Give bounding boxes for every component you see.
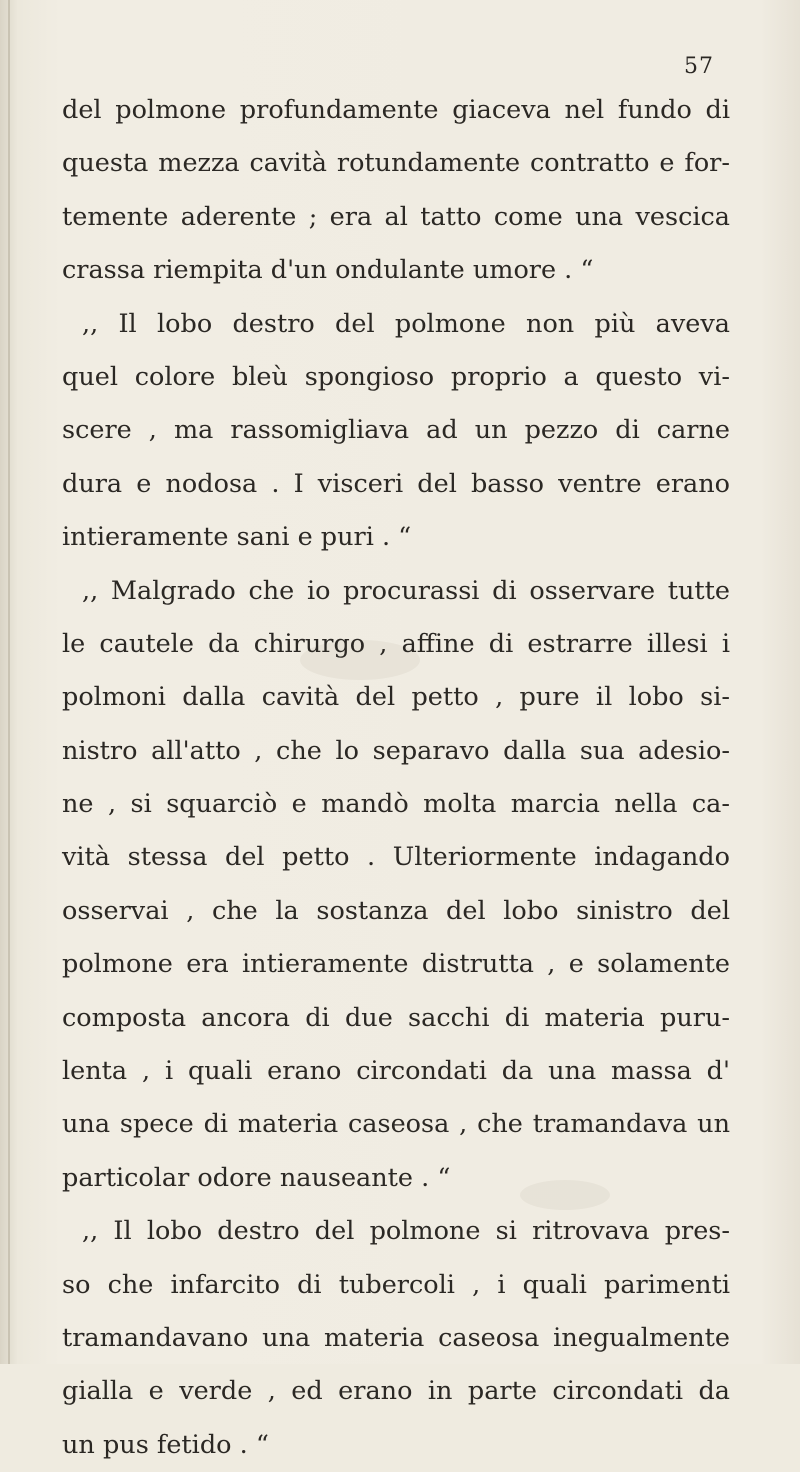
text-line: particolar odore nauseante . “ — [62, 1162, 451, 1193]
text-line: scere , ma rassomigliava ad un pezzo di carne — [62, 415, 730, 446]
text-line: le cautele da chirurgo , affine di estrarre illesi i — [62, 628, 730, 659]
text-line: temente aderente ; era al tatto come una vescica — [62, 201, 730, 232]
page-gutter — [8, 0, 10, 1364]
body-text — [62, 84, 730, 1472]
text-line: intieramente sani e puri . “ — [62, 522, 412, 553]
text-line: osservai , che la sostanza del lobo sinistro del — [62, 895, 730, 926]
text-line: dura e nodosa . I visceri del basso ventre erano — [62, 468, 730, 499]
text-line: crassa riempita d'un ondulante umore . “ — [62, 255, 594, 286]
page-number: 57 — [684, 54, 714, 79]
text-line: vità stessa del petto . Ulteriormente indagando — [62, 842, 730, 873]
text-line: composta ancora di due sacchi di materia puru- — [62, 1002, 730, 1033]
text-line: ,, Il lobo destro del polmone si ritrovava pres- — [82, 1216, 730, 1247]
text-line: tramandavano una materia caseosa inegualmente — [62, 1322, 730, 1353]
text-line: un pus fetido . “ — [62, 1429, 269, 1460]
text-line: polmone era intieramente distrutta , e solamente — [62, 949, 730, 980]
text-line: quel colore bleù spongioso proprio a questo vi- — [62, 361, 730, 392]
text-line: so che infarcito di tubercoli , i quali parimenti — [62, 1269, 730, 1300]
text-line: una spece di materia caseosa , che tramandava un — [62, 1109, 730, 1140]
text-line: ne , si squarciò e mandò molta marcia nella ca- — [62, 789, 730, 820]
text-line: nistro all'atto , che lo separavo dalla sua adesio- — [62, 735, 730, 766]
text-line: ,, Il lobo destro del polmone non più aveva — [82, 308, 730, 339]
text-line: gialla e verde , ed erano in parte circondati da — [62, 1376, 730, 1407]
text-line: lenta , i quali erano circondati da una massa d' — [62, 1056, 730, 1087]
text-line: polmoni dalla cavità del petto , pure il lobo si- — [62, 682, 730, 713]
text-line: del polmone profundamente giaceva nel fundo di — [62, 95, 730, 125]
text-line: ,, Malgrado che io procurassi di osservare tutte — [82, 575, 730, 606]
text-line: questa mezza cavità rotundamente contratto e for- — [62, 148, 730, 179]
